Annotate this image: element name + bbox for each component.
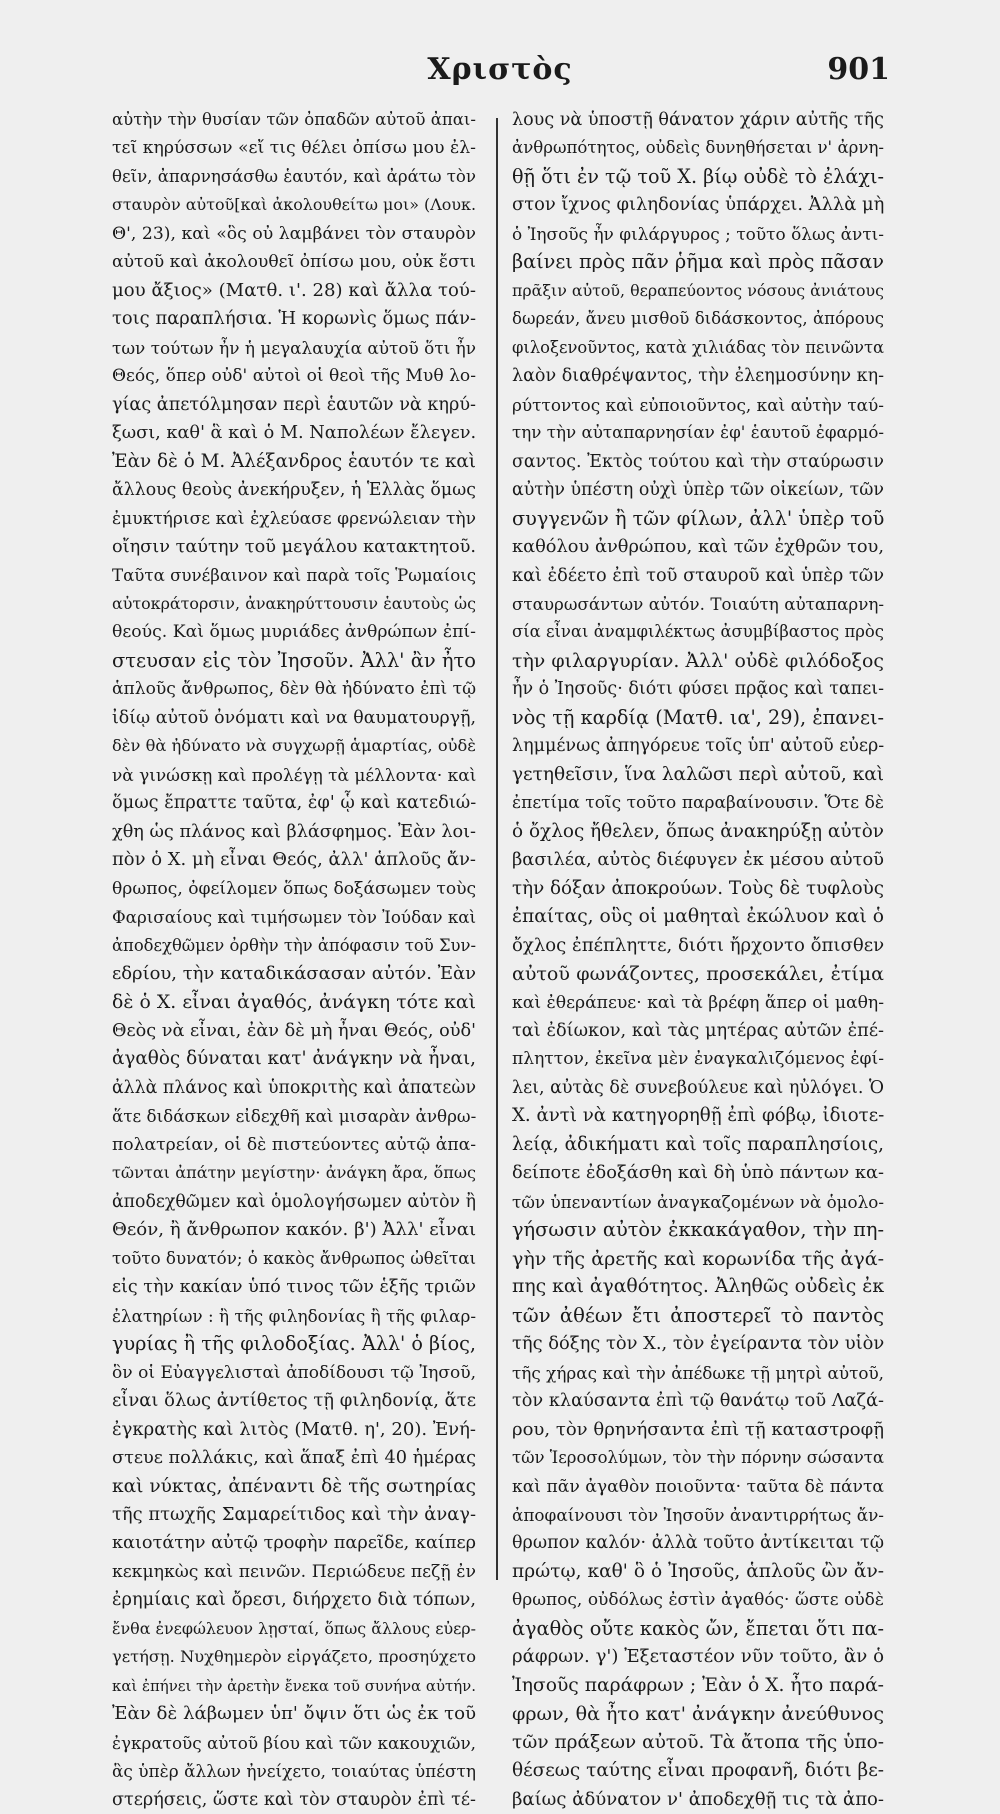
- text-line: γυρίας ἢ τῆς φιλοδοξίας. Ἀλλ' ὁ βίος,: [112, 1332, 476, 1356]
- text-line: σαντος. Ἐκτὸς τούτου καὶ τὴν σταύρωσιν: [512, 451, 884, 472]
- text-line: δείποτε ἐδοξάσθη καὶ δὴ ὑπὸ πάντων κα-: [512, 1163, 884, 1184]
- text-line: θρωπος, ὀφείλομεν ὅπως δοξάσωμεν τοὺς: [112, 878, 476, 899]
- text-line: ἀλλὰ πλάνος καὶ ὑποκριτὴς καὶ ἀπατεὼν: [112, 1077, 476, 1098]
- text-line: Χ. ἀντὶ νὰ κατηγορηθῇ ἐπὶ φόβῳ, ἰδιοτε-: [512, 1105, 884, 1127]
- text-line: ρου, τὸν θρηνήσαντα ἐπὶ τῇ καταστροφῇ: [512, 1418, 884, 1440]
- text-line: θρωπον καλόν· ἀλλὰ τοῦτο ἀντίκειται τῷ: [512, 1533, 884, 1554]
- text-line: Θ', 23), καὶ «ὃς οὐ λαμβάνει τὸν σταυρὸν: [112, 223, 476, 244]
- text-line: λαὸν διαθρέψαντος, τὴν ἐλεημοσύνην κη-: [512, 366, 884, 387]
- text-line: τοῦτο δυνατόν; ὁ κακὸς ἄνθρωπος ὠθεῖται: [112, 1248, 476, 1268]
- text-line: βασιλέα, αὐτὸς διέφυγεν ἐκ μέσου αὐτοῦ: [512, 849, 884, 871]
- text-line: ἐγκρατὴς καὶ λιτὸς (Ματθ. η', 20). Ἐνή-: [112, 1418, 476, 1440]
- text-line: γετήσῃ. Νυχθημερὸν εἰργάζετο, προσηύχετο: [112, 1647, 476, 1667]
- text-line: Ἐὰν δὲ λάβωμεν ὑπ' ὄψιν ὅτι ὡς ἐκ τοῦ: [112, 1703, 476, 1725]
- text-line: θεούς. Καὶ ὅμως μυριάδες ἀνθρώπων ἐπί-: [112, 622, 476, 643]
- text-line: φιλοξενοῦντος, κατὰ χιλιάδας τὸν πεινῶντα: [512, 337, 884, 357]
- text-line: στερήσεις, ὥστε καὶ τὸν σταυρὸν ἐπὶ τέ-: [112, 1789, 476, 1810]
- text-line: ταὶ ἐδίωκον, καὶ τὰς μητέρας αὐτῶν ἐπέ-: [512, 1021, 884, 1041]
- text-line: καθόλου ἀνθρώπου, καὶ τῶν ἐχθρῶν του,: [512, 537, 884, 558]
- text-line: εἶναι ὅλως ἀντίθετος τῇ φιληδονίᾳ, ἅτε: [112, 1390, 476, 1412]
- text-line: τῶν ἀθέων ἔτι ἀποστερεῖ τὸ παντὸς: [512, 1303, 884, 1327]
- text-line: τοις παραπλήσια. Ἡ κορωνὶς ὅμως πάν-: [112, 308, 476, 330]
- text-line: θέσεως ταύτης εἶναι προφανῆ, διότι βε-: [512, 1760, 884, 1782]
- text-line: ἀγαθὸς δύναται κατ' ἀνάγκην νὰ ἦναι,: [112, 1048, 476, 1070]
- text-line: τὴν δόξαν ἀποκρούων. Τοὺς δὲ τυφλοὺς: [512, 877, 884, 899]
- text-line: ὁ Ἰησοῦς ἦν φιλάργυρος ; τοῦτο ὅλως ἀντι-: [512, 223, 884, 244]
- text-line: γήσωσιν αὐτὸν ἐκκακάγαθον, τὴν πη-: [512, 1218, 884, 1242]
- text-line: χθη ὡς πλάνος καὶ βλάσφημος. Ἐὰν λοι-: [112, 821, 476, 842]
- text-line: ὅμως ἔπραττε ταῦτα, ἐφ' ᾧ καὶ κατεδιώ-: [112, 793, 476, 814]
- text-line: τὴν φιλαργυρίαν. Ἀλλ' οὐδὲ φιλόδοξος: [512, 649, 884, 672]
- text-line: ἐμυκτήρισε καὶ ἐχλεύασε φρενώλειαν τὴν: [112, 508, 476, 529]
- text-line: ρύττοντος καὶ εὐποιοῦντος, καὶ αὐτὴν ταύ-: [512, 394, 884, 415]
- text-line: Ἐὰν δὲ ὁ Μ. Ἀλέξανδρος ἑαυτόν τε καὶ: [112, 450, 476, 472]
- text-line: καὶ πᾶν ἀγαθὸν ποιοῦντα· ταῦτα δὲ πάντα: [512, 1476, 884, 1497]
- text-line: την τὴν αὐταπαρνησίαν ἐφ' ἑαυτοῦ ἐφαρμό-: [512, 423, 884, 443]
- text-line: καὶ νύκτας, ἀπέναντι δὲ τῆς σωτηρίας: [112, 1475, 476, 1497]
- text-line: μου ἄξιος» (Ματθ. ι'. 28) καὶ ἄλλα τού-: [112, 279, 476, 301]
- text-line: στον ἴχνος φιληδονίας ὑπάρχει. Ἀλλὰ μὴ: [512, 194, 884, 216]
- text-line: καὶ ἐπήνει τὴν ἀρετὴν ἔνεκα τοῦ συνήνα αὐτήν.: [112, 1676, 476, 1695]
- text-line: θεῖν, ἀπαρνησάσθω ἑαυτόν, καὶ ἀράτω τὸν: [112, 166, 476, 186]
- text-line: ἐπετίμα τοῖς τοῦτο παραβαίνουσιν. Ὅτε δὲ: [512, 793, 884, 814]
- text-line: αὐτοῦ καὶ ἀκολουθεῖ ὀπίσω μου, οὐκ ἔστι: [112, 252, 476, 273]
- text-line: πληττον, ἐκεῖνα μὲν ἐναγκαλιζόμενος ἐφί-: [512, 1049, 884, 1070]
- text-line: λείᾳ, ἀδικήματι καὶ τοῖς παραπλησίοις,: [512, 1133, 884, 1155]
- text-line: στευσαν εἰς τὸν Ἰησοῦν. Ἀλλ' ἂν ἦτο: [112, 648, 476, 672]
- right-text-column: [512, 106, 884, 1814]
- text-line: λει, αὐτὰς δὲ συνεβούλευε καὶ ηὐλόγει. Ὁ: [512, 1077, 884, 1098]
- text-line: ἀποφαίνουσι τὸν Ἰησοῦν ἀναντιρρήτως ἄν-: [512, 1504, 884, 1525]
- text-line: ἔνθα ἐνεφώλευον λῃσταί, ὅπως ἄλλους εὐερ-: [112, 1618, 476, 1638]
- text-line: τῆς πτωχῆς Σαμαρείτιδος καὶ τὴν ἀναγ-: [112, 1503, 476, 1525]
- page-number: 901: [827, 52, 890, 87]
- text-line: νὰ γινώσκῃ καὶ προλέγῃ τὰ μέλλοντα· καὶ: [112, 764, 476, 785]
- text-line: ἐπαίτας, οὓς οἱ μαθηταὶ ἐκώλυον καὶ ὁ: [512, 906, 884, 928]
- text-line: Ταῦτα συνέβαινον καὶ παρὰ τοῖς Ῥωμαίοις: [112, 565, 476, 585]
- text-line: κεκμηκὼς καὶ πεινῶν. Περιώδευε πεζῇ ἐν: [112, 1561, 476, 1582]
- text-line: ἦν ὁ Ἰησοῦς· διότι φύσει πρᾷος καὶ ταπει-: [512, 679, 884, 700]
- text-line: νὸς τῇ καρδίᾳ (Ματθ. ια', 29), ἐπανει-: [512, 705, 884, 729]
- text-line: πολατρείαν, οἱ δὲ πιστεύοντες αὐτῷ ἀπα-: [112, 1134, 476, 1155]
- text-line: ὃν οἱ Εὐαγγελισταὶ ἀποδίδουσι τῷ Ἰησοῦ,: [112, 1362, 476, 1383]
- text-line: ἀγαθὸς οὔτε κακὸς ὤν, ἔπεται ὅτι πα-: [512, 1616, 884, 1640]
- text-line: Θεὸς νὰ εἶναι, ἐὰν δὲ μὴ ἦναι Θεός, οὐδ': [112, 1021, 476, 1041]
- text-line: καὶ ἐθεράπευε· καὶ τὰ βρέφη ἅπερ οἱ μαθη-: [512, 992, 884, 1013]
- text-line: γετηθεῖσιν, ἵνα λαλῶσι περὶ αὐτοῦ, καὶ: [512, 763, 884, 785]
- text-line: αὐτὴν ὑπέστη οὐχὶ ὑπὲρ τῶν οἰκείων, τῶν: [512, 480, 884, 501]
- text-line: πης καὶ ἀγαθότητος. Ἀληθῶς οὐδεὶς ἐκ: [512, 1276, 884, 1298]
- left-text-column: [112, 106, 476, 1814]
- text-line: αὐτοῦ φωνάζοντες, προσεκάλει, ἐτίμα: [512, 963, 884, 986]
- text-line: καιοτάτην αὐτῷ τροφὴν παρεῖδε, καίπερ: [112, 1533, 476, 1554]
- text-line: τῆς χήρας καὶ τὴν ἀπέδωκε τῇ μητρὶ αὐτοῦ,: [512, 1362, 884, 1383]
- text-line: ἁπλοῦς ἄνθρωπος, δὲν θὰ ἠδύνατο ἐπὶ τῷ: [112, 679, 476, 700]
- text-line: σταυρωσάντων αὐτόν. Τοιαύτη αὐταπαρνη-: [512, 593, 884, 614]
- text-line: τῶν Ἱεροσολύμων, τὸν τὴν πόρνην σώσαντα: [512, 1448, 884, 1468]
- text-line: ἅτε διδάσκων εἰδεχθῆ καὶ μισαρὰν ἀνθρω-: [112, 1106, 476, 1127]
- text-line: καὶ ἐδέετο ἐπὶ τοῦ σταυροῦ καὶ ὑπὲρ τῶν: [512, 565, 884, 586]
- text-line: Φαρισαίους καὶ τιμήσωμεν τὸν Ἰούδαν καὶ: [112, 907, 476, 928]
- column-divider: [496, 118, 498, 1580]
- text-line: λους νὰ ὑποστῇ θάνατον χάριν αὐτῆς τῆς: [512, 110, 884, 130]
- text-line: ἰδίῳ αὐτοῦ ὀνόματι καὶ να θαυματουργῇ,: [112, 707, 476, 728]
- text-line: αὐτοκράτορσιν, ἀνακηρύττουσιν ἑαυτοὺς ὡς: [112, 593, 476, 613]
- text-line: φρων, θὰ ἦτο κατ' ἀνάγκην ἀνεύθυνος: [512, 1703, 884, 1726]
- text-line: τῆς δόξης τὸν Χ., τὸν ἐγείραντα τὸν υἱὸν: [512, 1333, 884, 1355]
- text-line: ἀνθρωπότητος, οὐδεὶς δυνηθήσεται ν' ἀρνη-: [512, 138, 884, 158]
- text-line: ἐγκρατοῦς αὐτοῦ βίου καὶ τῶν κακουχιῶν,: [112, 1732, 476, 1753]
- text-line: εἰς τὴν κακίαν ὑπό τινος τῶν ἑξῆς τριῶν: [112, 1277, 476, 1298]
- text-line: ἃς ὑπὲρ ἄλλων ἠνείχετο, τοιαύτας ὑπέστη: [112, 1761, 476, 1782]
- text-line: τῶν ὑπεναντίων ἀναγκαζομένων νὰ ὁμολο-: [512, 1191, 884, 1212]
- text-line: τῶν πράξεων αὐτοῦ. Τὰ ἄτοπα τῆς ὑπο-: [512, 1731, 884, 1753]
- text-line: ἐλατηρίων : ἢ τῆς φιληδονίας ἢ τῆς φιλαρ-: [112, 1305, 476, 1326]
- text-line: των τούτων ἦν ἡ μεγαλαυχία αὐτοῦ ὅτι ἦν: [112, 337, 476, 358]
- text-line: βαίνει πρὸς πᾶν ῥῆμα καὶ πρὸς πᾶσαν: [512, 250, 884, 274]
- page-header: [110, 52, 890, 92]
- text-line: πρᾶξιν αὐτοῦ, θεραπεύοντος νόσους ἀνιάτους: [512, 280, 884, 300]
- text-line: αὐτὴν τὴν θυσίαν τῶν ὀπαδῶν αὐτοῦ ἀπαι-: [112, 110, 476, 129]
- text-line: γίας ἀπετόλμησαν περὶ ἑαυτῶν νὰ κηρύ-: [112, 394, 476, 415]
- text-line: ἀποδεχθῶμεν καὶ ὁμολογήσωμεν αὐτὸν ἢ: [112, 1191, 476, 1212]
- text-line: συγγενῶν ἢ τῶν φίλων, ἀλλ' ὑπὲρ τοῦ: [512, 506, 884, 530]
- text-line: ὁ ὄχλος ἤθελεν, ὅπως ἀνακηρύξῃ αὐτὸν: [512, 820, 884, 842]
- text-line: πρώτῳ, καθ' ὃ ὁ Ἰησοῦς, ἁπλοῦς ὢν ἄν-: [512, 1560, 884, 1582]
- text-line: δωρεάν, ἄνευ μισθοῦ διδάσκοντος, ἀπόρους: [512, 309, 884, 329]
- text-line: οἴησιν ταύτην τοῦ μεγάλου κατακτητοῦ.: [112, 537, 476, 558]
- text-line: πὸν ὁ Χ. μὴ εἶναι Θεός, ἀλλ' ἁπλοῦς ἄν-: [112, 849, 476, 871]
- text-line: ὄχλος ἐπέπληττε, διότι ἤρχοντο ὄπισθεν: [512, 934, 884, 956]
- text-line: σταυρὸν αὐτοῦ[καὶ ἀκολουθείτω μοι» (Λουκ.: [112, 195, 476, 215]
- text-line: γὴν τῆς ἀρετῆς καὶ κορωνίδα τῆς ἀγά-: [512, 1247, 884, 1270]
- text-line: δὲν θὰ ἠδύνατο νὰ συγχωρῇ ἁμαρτίας, οὐδὲ: [112, 736, 476, 756]
- text-line: θρωπος, οὐδόλως ἐστὶν ἀγαθός· ὥστε οὐδὲ: [512, 1590, 884, 1611]
- text-line: ἄλλους θεοὺς ἀνεκήρυξεν, ἡ Ἑλλὰς ὅμως: [112, 480, 476, 501]
- text-line: Θεόν, ἢ ἄνθρωπον κακόν. β') Ἀλλ' εἶναι: [112, 1219, 476, 1241]
- text-line: ράφρων. γ') Ἐξεταστέον νῦν τοῦτο, ἂν ὁ: [512, 1646, 884, 1668]
- text-line: Θεός, ὅπερ οὐδ' αὐτοὶ οἱ θεοὶ τῆς Μυθ λο-: [112, 366, 476, 387]
- text-line: λημμένως ἀπηγόρευε τοῖς ὑπ' αὐτοῦ εὐερ-: [512, 736, 884, 757]
- text-line: στευε πολλάκις, καὶ ἅπαξ ἐπὶ 40 ἡμέρας: [112, 1448, 476, 1469]
- text-line: τῶνται ἀπάτην μεγίστην· ἀνάγκη ἄρα, ὅπως: [112, 1163, 476, 1183]
- text-line: Ἰησοῦς παράφρων ; Ἐὰν ὁ Χ. ἦτο παρά-: [512, 1674, 884, 1696]
- text-line: ξωσι, καθ' ἃ καὶ ὁ Μ. Ναπολέων ἔλεγεν.: [112, 423, 476, 444]
- text-line: τὸν κλαύσαντα ἐπὶ τῷ θανάτῳ τοῦ Λαζά-: [512, 1391, 884, 1412]
- text-line: εδρίου, τὴν καταδικάσασαν αὐτόν. Ἐὰν: [112, 963, 476, 985]
- text-line: ἀποδεχθῶμεν ὀρθὴν τὴν ἀπόφασιν τοῦ Συν-: [112, 935, 476, 955]
- text-line: θῇ ὅτι ἐν τῷ τοῦ Χ. βίῳ οὐδὲ τὸ ἐλάχι-: [512, 164, 884, 188]
- text-line: δὲ ὁ Χ. εἶναι ἀγαθός, ἀνάγκη τότε καὶ: [112, 991, 476, 1013]
- text-line: σία εἶναι ἀναμφιλέκτως ἀσυμβίβαστος πρὸς: [512, 622, 884, 642]
- running-title: Χριστὸς: [427, 52, 573, 87]
- text-line: βαίως ἀδύνατον ν' ἀποδεχθῇ τις τὰ ἀπο-: [512, 1788, 884, 1810]
- text-line: τεῖ κηρύσσων «εἴ τις θέλει ὀπίσω μου ἐλ-: [112, 138, 476, 159]
- text-line: ἐρημίαις καὶ ὄρεσι, διήρχετο διὰ τόπων,: [112, 1589, 476, 1611]
